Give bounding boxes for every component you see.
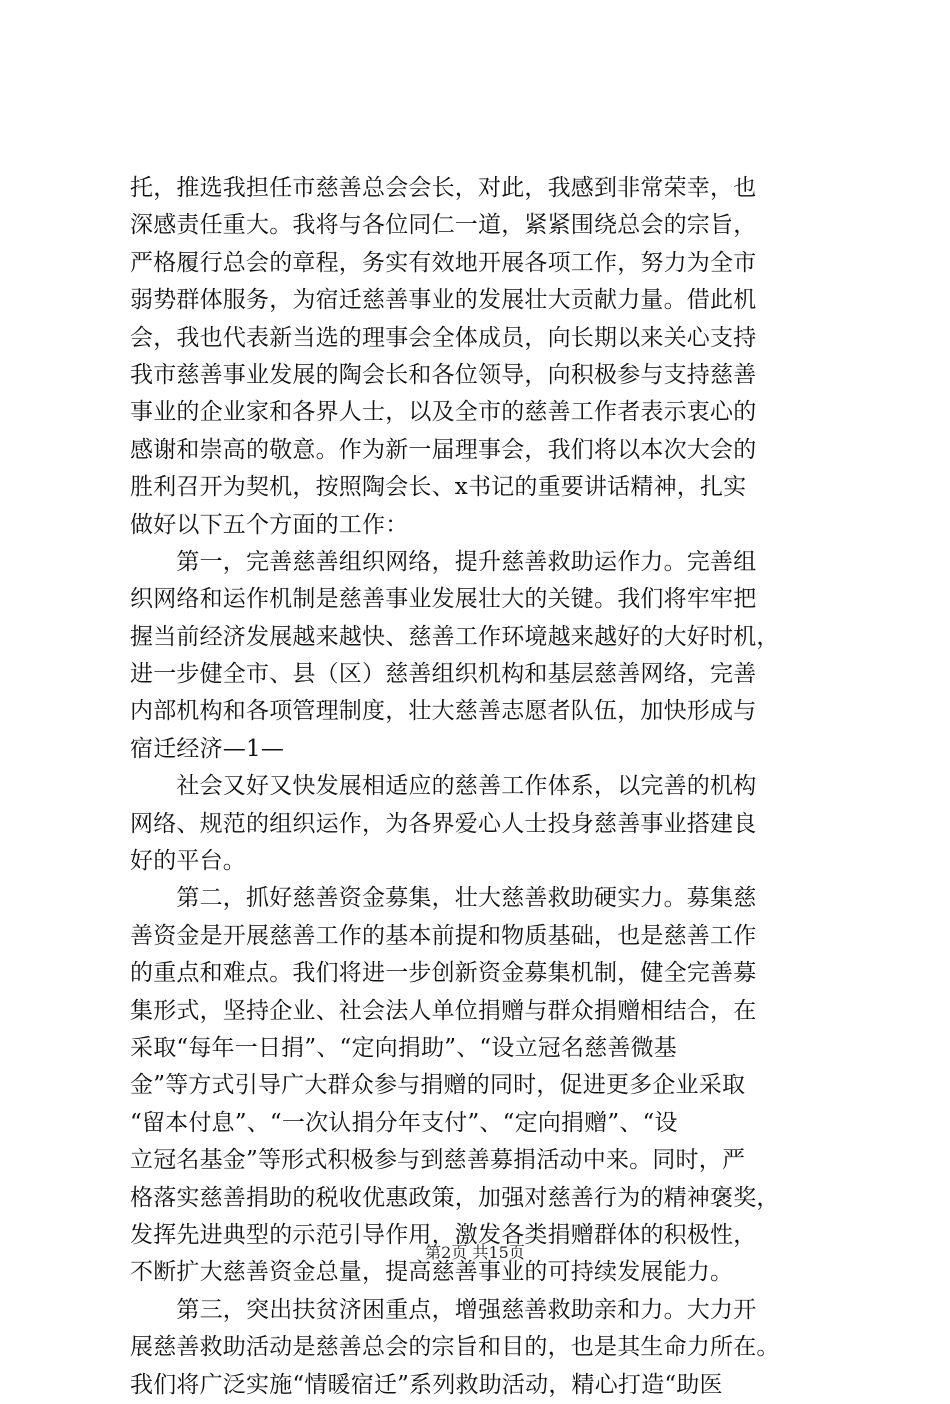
text-line: 弱势群体服务，为宿迁慈善事业的发展壮大贡献力量。借此机 xyxy=(130,287,757,314)
text-line: 进一步健全市、县（区）慈善组织机构和基层慈善网络，完善 xyxy=(130,661,757,688)
text-line: 宿迁经济—1— xyxy=(130,735,285,762)
page-footer: 第2页 共15页 xyxy=(425,1243,525,1262)
text-line: 第一，完善慈善组织网络，提升慈善救助运作力。完善组 xyxy=(130,548,757,575)
text-line: 展慈善救助活动是慈善总会的宗旨和目的，也是其生命力所在。 xyxy=(130,1334,780,1361)
text-line: 社会又好又快发展相适应的慈善工作体系，以完善的机构 xyxy=(130,773,757,800)
text-line: 托，推选我担任市慈善总会会长，对此，我感到非常荣幸，也 xyxy=(130,175,757,201)
text-line: 发挥先进典型的示范引导作用，激发各类捐赠群体的积极性， xyxy=(130,1221,757,1248)
text-line: 金”等方式引导广大群众参与捐赠的同时，促进更多企业采取 xyxy=(130,1072,746,1099)
text-line: 好的平台。 xyxy=(130,848,246,875)
text-line: 第二，抓好慈善资金募集，壮大慈善救助硬实力。募集慈 xyxy=(130,885,757,912)
text-line: 集形式，坚持企业、社会法人单位捐赠与群众捐赠相结合，在 xyxy=(130,997,757,1024)
text-line: 会，我也代表新当选的理事会全体成员，向长期以来关心支持 xyxy=(130,324,757,351)
text-line: 内部机构和各项管理制度，壮大慈善志愿者队伍，加快形成与 xyxy=(130,698,757,725)
text-line: “留本付息”、“一次认捐分年支付”、“定向捐赠”、“设 xyxy=(130,1109,678,1136)
text-line: 胜利召开为契机，按照陶会长、x书记的重要讲话精神，扎实 xyxy=(130,474,747,501)
text-line: 格落实慈善捐助的税收优惠政策，加强对慈善行为的精神褒奖， xyxy=(130,1184,780,1211)
text-line: 我市慈善事业发展的陶会长和各位领导，向积极参与支持慈善 xyxy=(130,361,757,388)
text-line: 握当前经济发展越来越快、慈善工作环境越来越好的大好时机， xyxy=(130,623,780,650)
text-line: 善资金是开展慈善工作的基本前提和物质基础，也是慈善工作 xyxy=(130,922,757,949)
text-line: 的重点和难点。我们将进一步创新资金募集机制，健全完善募 xyxy=(130,960,757,987)
body-text xyxy=(130,170,830,1404)
text-line: 严格履行总会的章程，务实有效地开展各项工作，努力为全市 xyxy=(130,249,757,276)
text-line: 感谢和崇高的敬意。作为新一届理事会，我们将以本次大会的 xyxy=(130,436,757,463)
text-line: 我们将广泛实施“情暖宿迁”系列救助活动，精心打造“助医 xyxy=(130,1371,723,1398)
text-line: 立冠名基金”等形式积极参与到慈善募捐活动中来。同时，严 xyxy=(130,1147,746,1174)
text-line: 网络、规范的组织运作，为各界爱心人士投身慈善事业搭建良 xyxy=(130,810,757,837)
text-line: 事业的企业家和各界人士，以及全市的慈善工作者表示衷心的 xyxy=(130,399,757,426)
text-line: 不断扩大慈善资金总量，提高慈善事业的可持续发展能力。 xyxy=(130,1259,734,1286)
text-line: 第三，突出扶贫济困重点，增强慈善救助亲和力。大力开 xyxy=(130,1296,757,1323)
text-line: 织网络和运作机制是慈善事业发展壮大的关键。我们将牢牢把 xyxy=(130,586,757,613)
text-line: 深感责任重大。我将与各位同仁一道，紧紧围绕总会的宗旨， xyxy=(130,212,757,239)
text-line: 采取“每年一日捐”、“定向捐助”、“设立冠名慈善微基 xyxy=(130,1034,677,1061)
text-line: 做好以下五个方面的工作： xyxy=(130,511,409,538)
